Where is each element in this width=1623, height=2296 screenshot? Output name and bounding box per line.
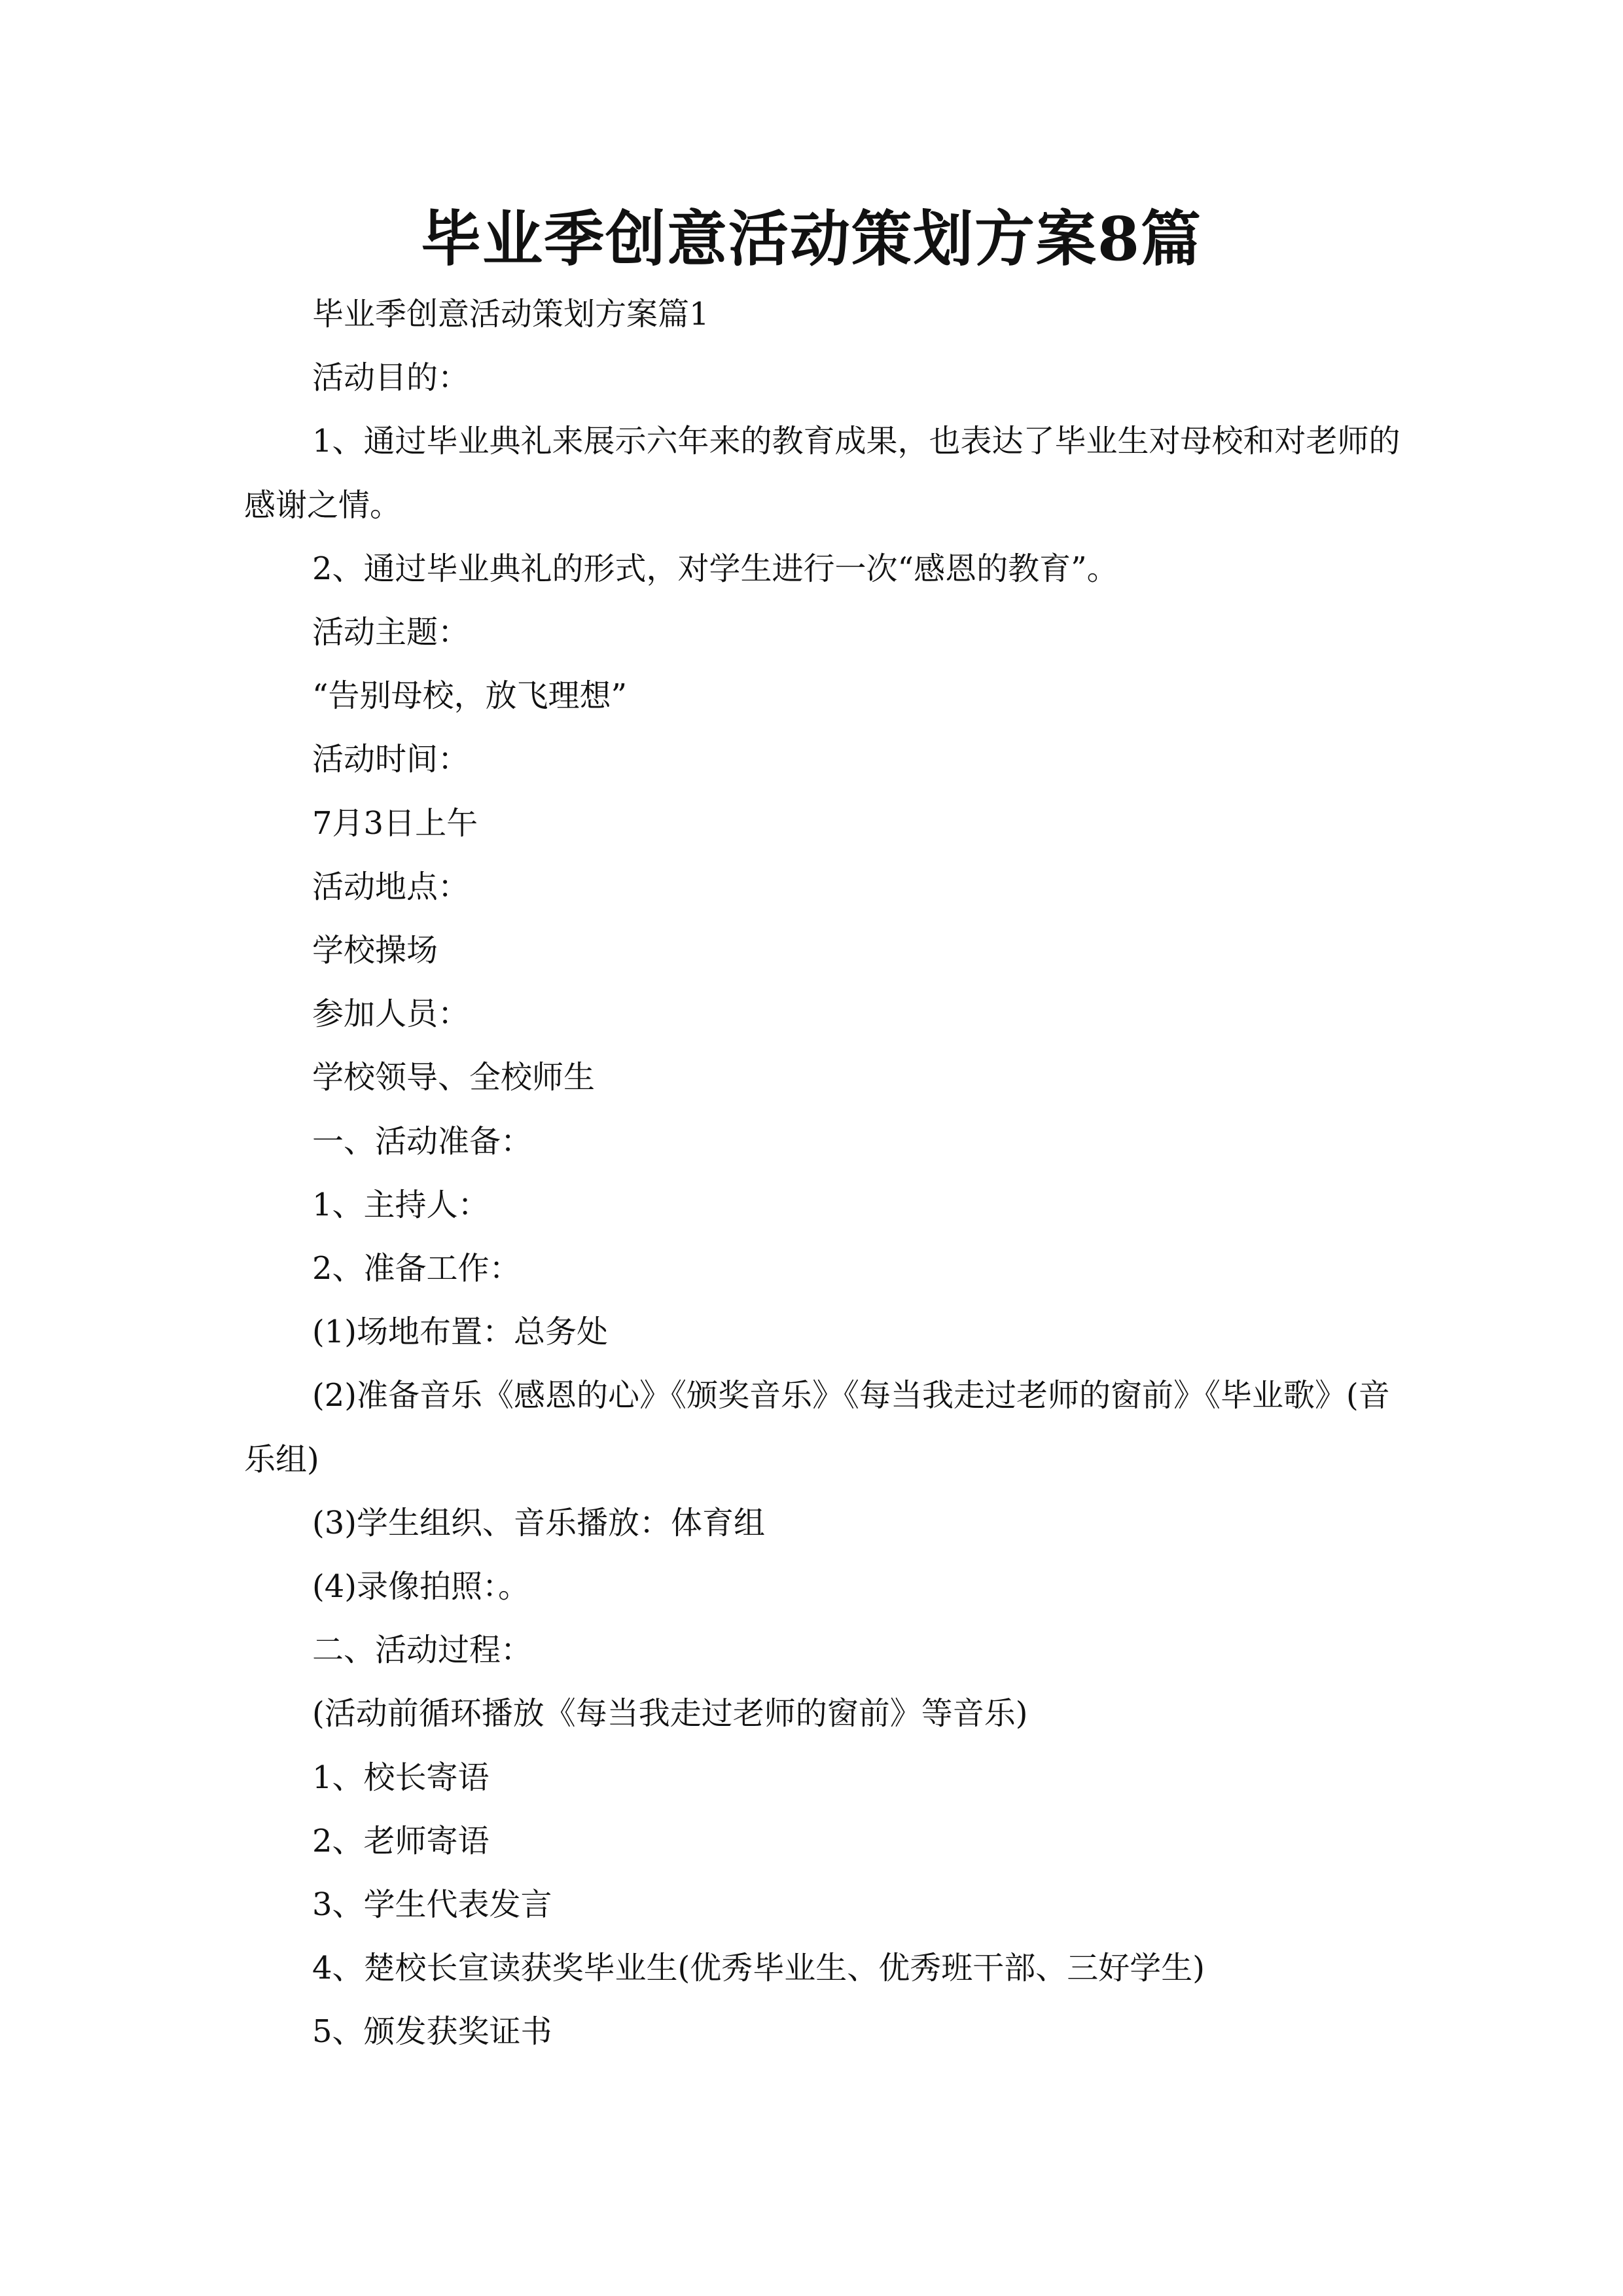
paragraph: 2、老师寄语 [312, 1822, 490, 1859]
paragraph: 3、学生代表发言 [312, 1886, 552, 1924]
paragraph: 活动地点： [312, 868, 470, 905]
paragraph: 5、颁发获奖证书 [312, 2013, 552, 2051]
paragraph: 一、活动准备： [312, 1122, 533, 1160]
paragraph: 活动时间： [312, 741, 470, 778]
paragraph: “告别母校，放飞理想” [312, 677, 628, 715]
document-title: 毕业季创意活动策划方案8篇 [420, 204, 1202, 274]
paragraph: 二、活动过程： [312, 1632, 533, 1669]
paragraph: (3)学生组织、音乐播放：体育组 [312, 1504, 765, 1541]
paragraph: 1、校长寄语 [312, 1759, 490, 1796]
section-heading: 毕业季创意活动策划方案篇1 [312, 296, 709, 332]
paragraph: (4)录像拍照：。 [312, 1568, 529, 1605]
document-body [244, 283, 1409, 2064]
paragraph: 2、通过毕业典礼的形式，对学生进行一次“感恩的教育”。 [312, 550, 1118, 587]
paragraph: 学校领导、全校师生 [312, 1059, 596, 1096]
paragraph: 4、楚校长宣读获奖毕业生(优秀毕业生、优秀班干部、三好学生) [312, 1950, 1205, 1987]
paragraph: 活动目的： [312, 359, 470, 397]
paragraph: (活动前循环播放《每当我走过老师的窗前》等音乐) [312, 1695, 1028, 1732]
paragraph: (1)场地布置：总务处 [312, 1314, 608, 1351]
paragraph: 活动主题： [312, 614, 470, 651]
paragraph: 2、准备工作： [312, 1250, 521, 1287]
paragraph: 学校操场 [312, 932, 438, 969]
paragraph: 1、主持人： [312, 1186, 490, 1223]
paragraph: 参加人员： [312, 996, 470, 1033]
paragraph: (2)准备音乐《感恩的心》《颁奖音乐》《每当我走过老师的窗前》《毕业歌》(音乐组) [244, 1377, 1390, 1478]
paragraph: 7月3日上午 [312, 804, 478, 842]
paragraph: 1、通过毕业典礼来展示六年来的教育成果，也表达了毕业生对母校和对老师的感谢之情。 [244, 423, 1400, 524]
